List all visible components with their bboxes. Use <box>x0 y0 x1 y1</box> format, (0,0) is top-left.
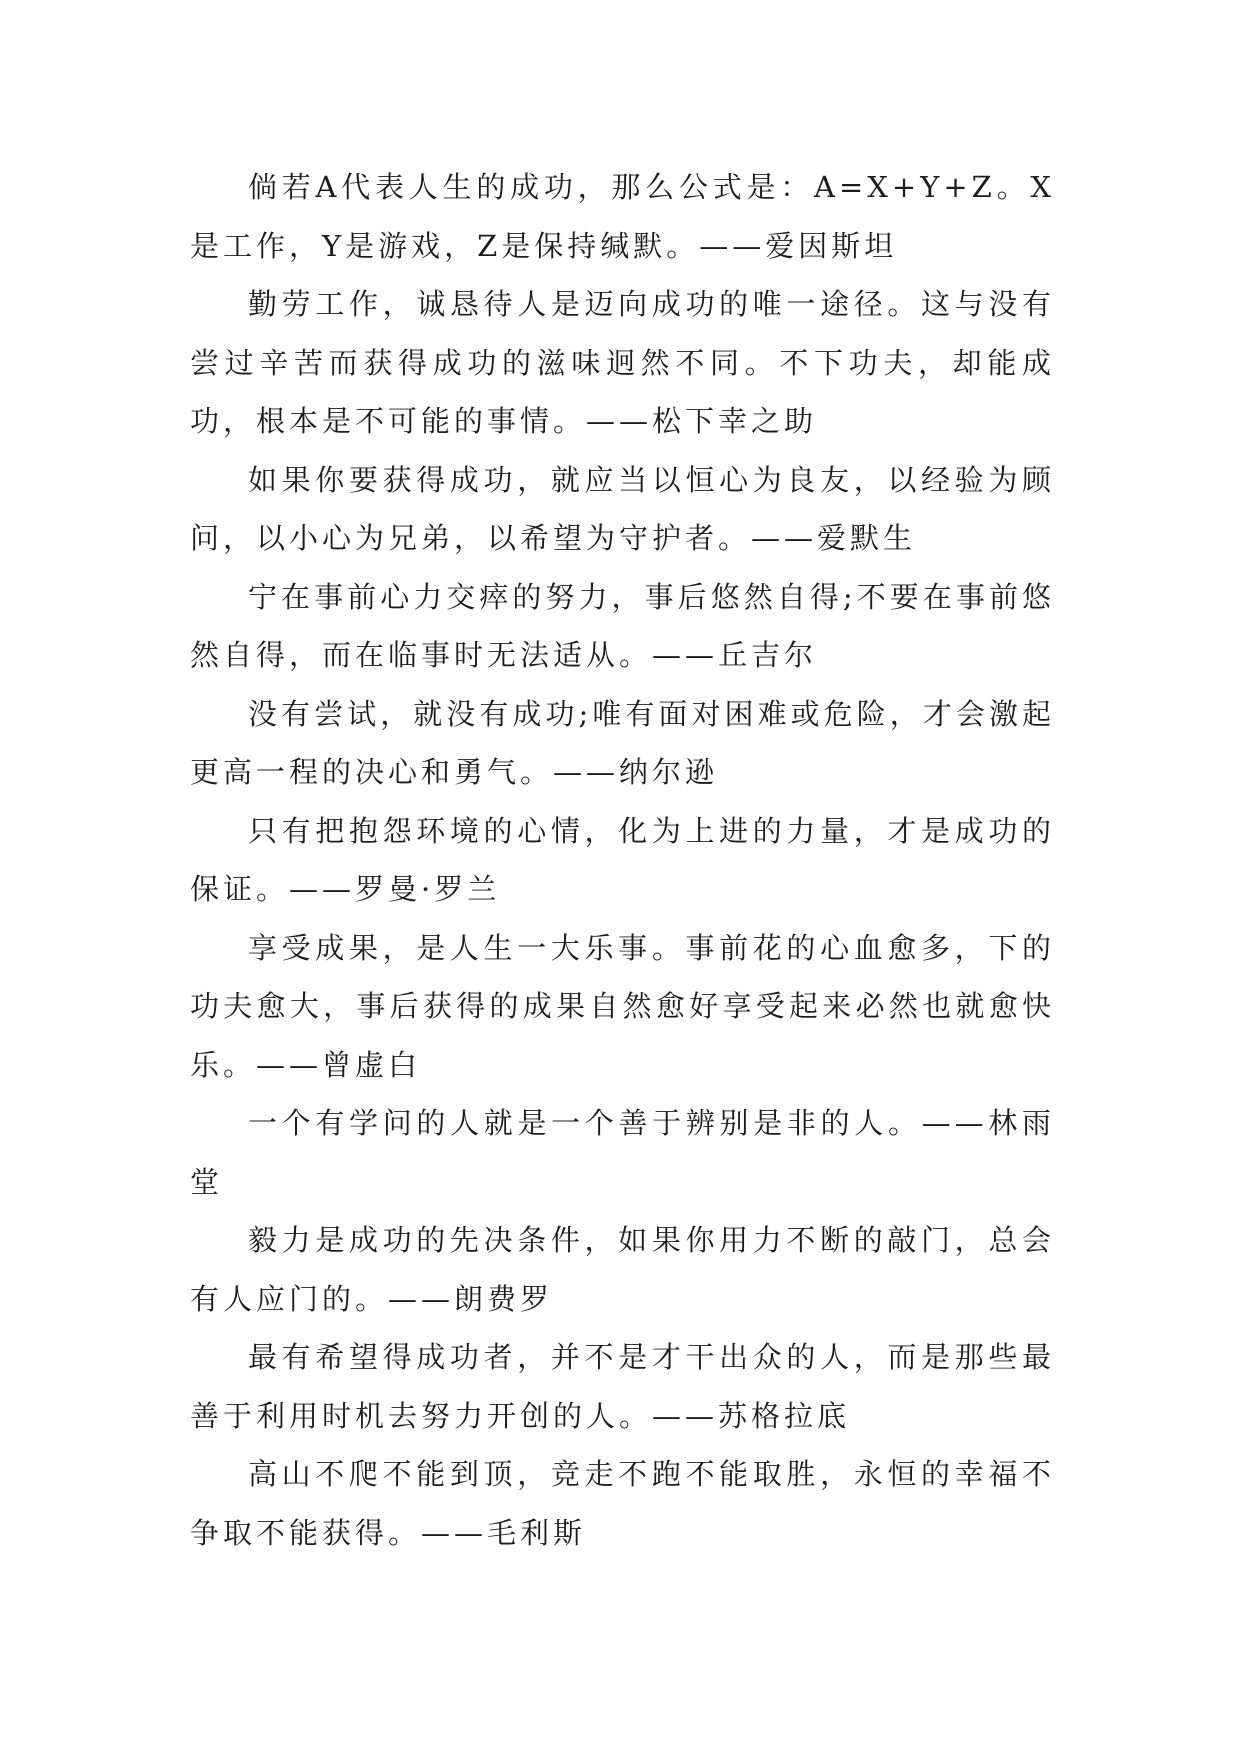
quote-paragraph: 最有希望得成功者，并不是才干出众的人，而是那些最善于利用时机去努力开创的人。——苏格拉底 <box>190 1340 1055 1433</box>
quote-paragraph: 只有把抱怨环境的心情，化为上进的力量，才是成功的保证。——罗曼·罗兰 <box>190 813 1055 906</box>
quote-paragraph: 一个有学问的人就是一个善于辨别是非的人。——林雨堂 <box>190 1106 1055 1199</box>
quote-paragraph: 没有尝试，就没有成功;唯有面对困难或危险，才会激起更高一程的决心和勇气。——纳尔逊 <box>190 696 1055 789</box>
quote-paragraph: 勤劳工作，诚恳待人是迈向成功的唯一途径。这与没有尝过辛苦而获得成功的滋味迥然不同。不下功夫，却能成功，根本是不可能的事情。——松下幸之助 <box>190 287 1055 438</box>
quote-paragraph: 倘若A代表人生的成功，那么公式是：A=X+Y+Z。X是工作，Y是游戏，Z是保持缄默。——爱因斯坦 <box>190 170 1055 263</box>
quote-paragraph: 毅力是成功的先决条件，如果你用力不断的敲门，总会有人应门的。——朗费罗 <box>190 1223 1055 1316</box>
quote-paragraph: 宁在事前心力交瘁的努力，事后悠然自得;不要在事前悠然自得，而在临事时无法适从。——丘吉尔 <box>190 579 1055 672</box>
quote-paragraph: 高山不爬不能到顶，竞走不跑不能取胜，永恒的幸福不争取不能获得。——毛利斯 <box>190 1457 1055 1550</box>
document-page <box>190 158 1055 1562</box>
quote-paragraph: 享受成果，是人生一大乐事。事前花的心血愈多，下的功夫愈大，事后获得的成果自然愈好享受起来必然也就愈快乐。——曾虚白 <box>190 930 1055 1082</box>
quote-paragraph: 如果你要获得成功，就应当以恒心为良友，以经验为顾问，以小心为兄弟，以希望为守护者。——爱默生 <box>190 462 1055 555</box>
